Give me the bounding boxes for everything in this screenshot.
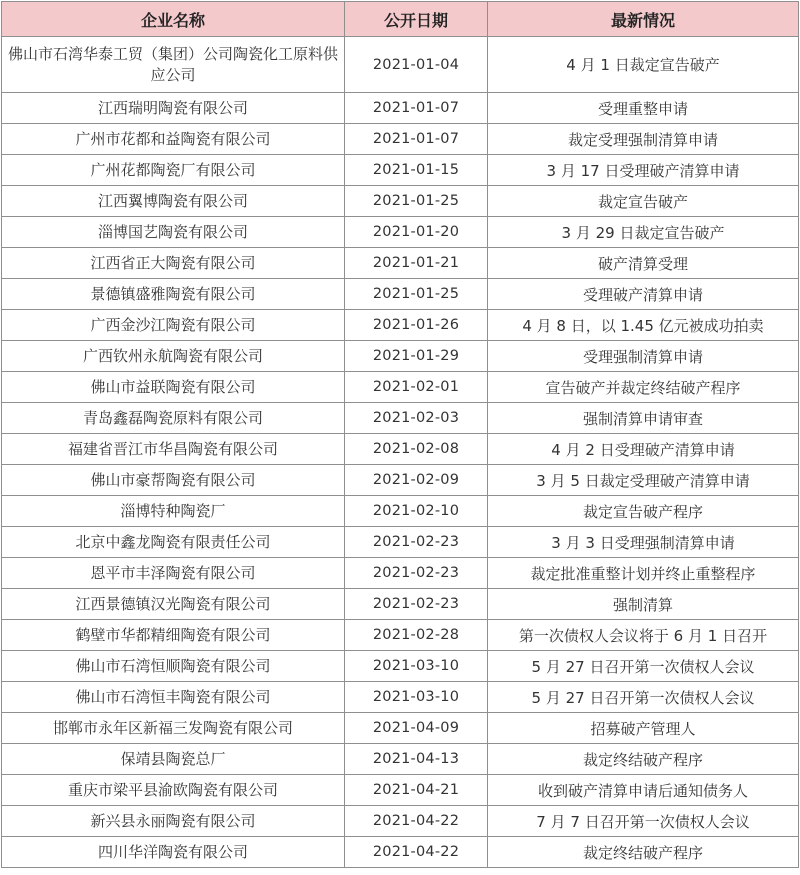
company-name-cell: 淄博国艺陶瓷有限公司 (2, 217, 345, 248)
table-row (2, 372, 799, 403)
publish-date-cell: 2021-02-23 (345, 589, 488, 620)
table-body (2, 37, 799, 868)
header-publish-date: 公开日期 (345, 2, 488, 37)
status-cell: 破产清算受理 (488, 248, 799, 279)
company-name-cell: 重庆市梁平县渝欧陶瓷有限公司 (2, 775, 345, 806)
table-row (2, 279, 799, 310)
table-row (2, 186, 799, 217)
table-row (2, 248, 799, 279)
table-row (2, 496, 799, 527)
status-cell: 4 月 2 日受理破产清算申请 (488, 434, 799, 465)
publish-date-cell: 2021-01-21 (345, 248, 488, 279)
table-row (2, 558, 799, 589)
company-name-cell: 江西景德镇汉光陶瓷有限公司 (2, 589, 345, 620)
publish-date-cell: 2021-01-29 (345, 341, 488, 372)
company-name-cell: 佛山市石湾恒顺陶瓷有限公司 (2, 651, 345, 682)
company-name-cell: 佛山市石湾恒丰陶瓷有限公司 (2, 682, 345, 713)
status-cell: 裁定批准重整计划并终止重整程序 (488, 558, 799, 589)
company-name-cell: 四川华洋陶瓷有限公司 (2, 837, 345, 868)
table-row (2, 403, 799, 434)
table-row (2, 465, 799, 496)
status-cell: 裁定终结破产程序 (488, 744, 799, 775)
status-cell: 招募破产管理人 (488, 713, 799, 744)
publish-date-cell: 2021-02-01 (345, 372, 488, 403)
publish-date-cell: 2021-02-28 (345, 620, 488, 651)
company-name-cell: 佛山市石湾华泰工贸（集团）公司陶瓷化工原料供应公司 (2, 37, 345, 93)
publish-date-cell: 2021-04-13 (345, 744, 488, 775)
company-name-cell: 鹤壁市华都精细陶瓷有限公司 (2, 620, 345, 651)
table-row (2, 837, 799, 868)
status-cell: 3 月 3 日受理强制清算申请 (488, 527, 799, 558)
table-row (2, 155, 799, 186)
status-cell: 3 月 29 日裁定宣告破产 (488, 217, 799, 248)
status-cell: 裁定终结破产程序 (488, 837, 799, 868)
header-latest-status: 最新情况 (488, 2, 799, 37)
company-name-cell: 佛山市豪帮陶瓷有限公司 (2, 465, 345, 496)
table-row (2, 124, 799, 155)
table-row (2, 713, 799, 744)
company-name-cell: 福建省晋江市华昌陶瓷有限公司 (2, 434, 345, 465)
publish-date-cell: 2021-01-20 (345, 217, 488, 248)
table-row (2, 589, 799, 620)
table-row (2, 37, 799, 93)
company-name-cell: 青岛鑫磊陶瓷原料有限公司 (2, 403, 345, 434)
table-row (2, 651, 799, 682)
company-name-cell: 广州市花都和益陶瓷有限公司 (2, 124, 345, 155)
company-name-cell: 佛山市益联陶瓷有限公司 (2, 372, 345, 403)
publish-date-cell: 2021-01-25 (345, 186, 488, 217)
header-row (2, 2, 799, 37)
status-cell: 受理强制清算申请 (488, 341, 799, 372)
status-cell: 宣告破产并裁定终结破产程序 (488, 372, 799, 403)
status-cell: 强制清算申请审查 (488, 403, 799, 434)
company-name-cell: 北京中鑫龙陶瓷有限责任公司 (2, 527, 345, 558)
publish-date-cell: 2021-01-04 (345, 37, 488, 93)
publish-date-cell: 2021-01-25 (345, 279, 488, 310)
publish-date-cell: 2021-02-23 (345, 527, 488, 558)
table-row (2, 527, 799, 558)
status-cell: 收到破产清算申请后通知债务人 (488, 775, 799, 806)
publish-date-cell: 2021-02-03 (345, 403, 488, 434)
status-cell: 4 月 1 日裁定宣告破产 (488, 37, 799, 93)
company-name-cell: 景德镇盛雅陶瓷有限公司 (2, 279, 345, 310)
table-row (2, 217, 799, 248)
company-name-cell: 新兴县永丽陶瓷有限公司 (2, 806, 345, 837)
company-name-cell: 淄博特种陶瓷厂 (2, 496, 345, 527)
publish-date-cell: 2021-04-22 (345, 837, 488, 868)
header-company-name: 企业名称 (2, 2, 345, 37)
publish-date-cell: 2021-01-26 (345, 310, 488, 341)
status-cell: 5 月 27 日召开第一次债权人会议 (488, 651, 799, 682)
status-cell: 5 月 27 日召开第一次债权人会议 (488, 682, 799, 713)
status-cell: 裁定宣告破产程序 (488, 496, 799, 527)
table-row (2, 775, 799, 806)
table-row (2, 93, 799, 124)
publish-date-cell: 2021-01-07 (345, 93, 488, 124)
publish-date-cell: 2021-04-21 (345, 775, 488, 806)
company-name-cell: 广西金沙江陶瓷有限公司 (2, 310, 345, 341)
table-row (2, 310, 799, 341)
table-row (2, 682, 799, 713)
company-name-cell: 江西瑞明陶瓷有限公司 (2, 93, 345, 124)
publish-date-cell: 2021-02-23 (345, 558, 488, 589)
table-row (2, 341, 799, 372)
status-cell: 7 月 7 日召开第一次债权人会议 (488, 806, 799, 837)
company-name-cell: 保靖县陶瓷总厂 (2, 744, 345, 775)
table-row (2, 806, 799, 837)
company-name-cell: 恩平市丰泽陶瓷有限公司 (2, 558, 345, 589)
status-cell: 裁定宣告破产 (488, 186, 799, 217)
company-name-cell: 邯郸市永年区新福三发陶瓷有限公司 (2, 713, 345, 744)
publish-date-cell: 2021-01-07 (345, 124, 488, 155)
status-cell: 3 月 17 日受理破产清算申请 (488, 155, 799, 186)
table-row (2, 434, 799, 465)
company-name-cell: 广州花都陶瓷厂有限公司 (2, 155, 345, 186)
table-row (2, 620, 799, 651)
status-cell: 第一次债权人会议将于 6 月 1 日召开 (488, 620, 799, 651)
company-name-cell: 广西钦州永航陶瓷有限公司 (2, 341, 345, 372)
status-cell: 强制清算 (488, 589, 799, 620)
publish-date-cell: 2021-03-10 (345, 651, 488, 682)
publish-date-cell: 2021-04-22 (345, 806, 488, 837)
bankruptcy-table (1, 1, 799, 868)
table-row (2, 744, 799, 775)
status-cell: 受理重整申请 (488, 93, 799, 124)
status-cell: 3 月 5 日裁定受理破产清算申请 (488, 465, 799, 496)
status-cell: 受理破产清算申请 (488, 279, 799, 310)
status-cell: 裁定受理强制清算申请 (488, 124, 799, 155)
company-name-cell: 江西省正大陶瓷有限公司 (2, 248, 345, 279)
company-name-cell: 江西翼博陶瓷有限公司 (2, 186, 345, 217)
publish-date-cell: 2021-02-09 (345, 465, 488, 496)
publish-date-cell: 2021-01-15 (345, 155, 488, 186)
publish-date-cell: 2021-04-09 (345, 713, 488, 744)
publish-date-cell: 2021-03-10 (345, 682, 488, 713)
publish-date-cell: 2021-02-08 (345, 434, 488, 465)
status-cell: 4 月 8 日，以 1.45 亿元被成功拍卖 (488, 310, 799, 341)
publish-date-cell: 2021-02-10 (345, 496, 488, 527)
